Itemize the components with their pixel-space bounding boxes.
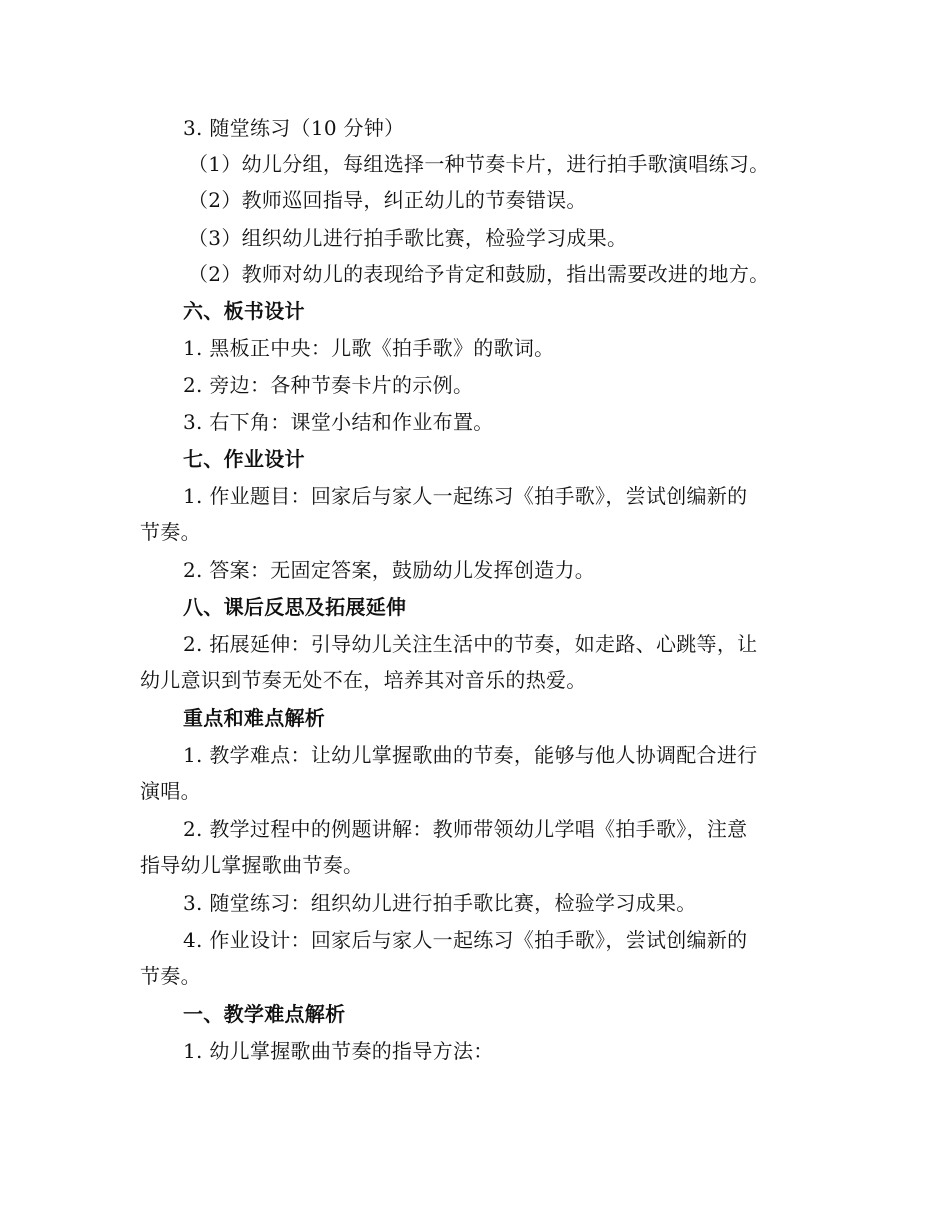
difficulty-item-1: 1. 幼儿掌握歌曲节奏的指导方法： (183, 1039, 494, 1063)
key-point-item-1-cont: 演唱。 (140, 779, 201, 803)
homework-item-1: 1. 作业题目：回家后与家人一起练习《拍手歌》，尝试创编新的 (183, 484, 748, 508)
key-point-item-2-cont: 指导幼儿掌握歌曲节奏。 (140, 853, 364, 877)
section-heading-blackboard: 六、板书设计 (183, 299, 305, 323)
blackboard-item-3: 3. 右下角：课堂小结和作业布置。 (183, 410, 494, 434)
blackboard-item-1: 1. 黑板正中央：儿歌《拍手歌》的歌词。 (183, 336, 555, 360)
section-heading-difficulty: 一、教学难点解析 (183, 1002, 346, 1026)
reflection-item-2-cont: 幼儿意识到节奏无处不在，培养其对音乐的热爱。 (140, 668, 587, 692)
blackboard-item-2: 2. 旁边：各种节奏卡片的示例。 (183, 373, 474, 397)
section-heading-key-points: 重点和难点解析 (183, 706, 326, 730)
practice-item-2: （2）教师巡回指导，纠正幼儿的节奏错误。 (188, 188, 587, 212)
homework-item-2: 2. 答案：无固定答案，鼓励幼儿发挥创造力。 (183, 558, 596, 582)
section-heading-homework: 七、作业设计 (183, 447, 305, 471)
key-point-item-3: 3. 随堂练习：组织幼儿进行拍手歌比赛，检验学习成果。 (183, 891, 697, 915)
practice-item-3: （3）组织幼儿进行拍手歌比赛，检验学习成果。 (188, 226, 628, 250)
section-heading-reflection: 八、课后反思及拓展延伸 (183, 595, 407, 619)
practice-item-4: （2）教师对幼儿的表现给予肯定和鼓励，指出需要改进的地方。 (188, 262, 770, 286)
practice-heading: 3. 随堂练习（10 分钟） (183, 116, 405, 140)
key-point-item-1: 1. 教学难点：让幼儿掌握歌曲的节奏，能够与他人协调配合进行 (183, 743, 758, 767)
key-point-item-2: 2. 教学过程中的例题讲解：教师带领幼儿学唱《拍手歌》，注意 (183, 817, 748, 841)
reflection-item-2: 2. 拓展延伸：引导幼儿关注生活中的节奏，如走路、心跳等，让 (183, 632, 758, 656)
practice-item-1: （1）幼儿分组，每组选择一种节奏卡片，进行拍手歌演唱练习。 (188, 152, 770, 176)
key-point-item-4: 4. 作业设计：回家后与家人一起练习《拍手歌》，尝试创编新的 (183, 928, 748, 952)
key-point-item-4-cont: 节奏。 (140, 964, 201, 988)
homework-item-1-cont: 节奏。 (140, 520, 201, 544)
